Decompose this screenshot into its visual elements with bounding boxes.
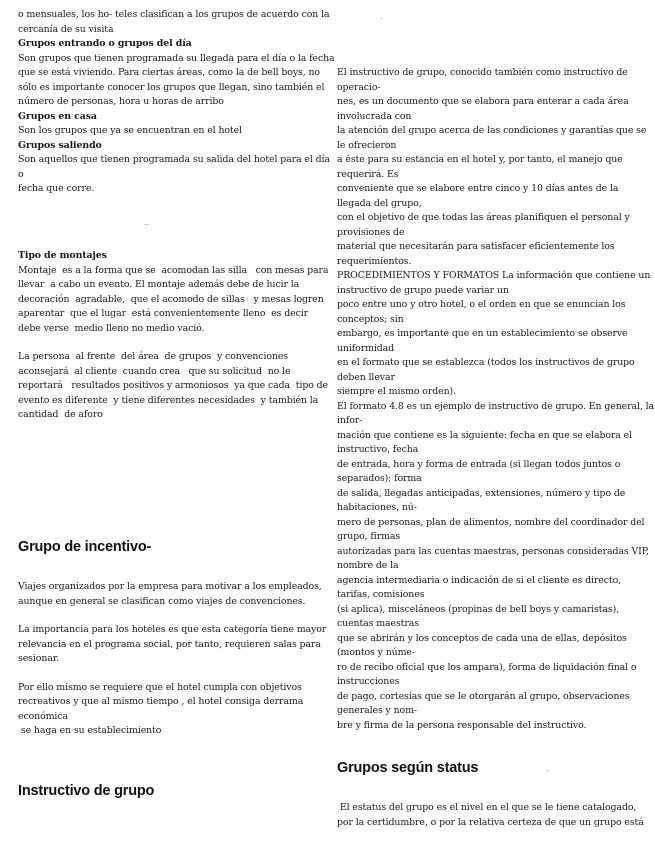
persona-frente-text — [18, 350, 328, 423]
incentivo-paragraph-1 — [18, 580, 323, 609]
text-line: tarifas, comisiones — [337, 589, 425, 600]
text-line: nes, es un documento que se elabora para enterar a cada área — [337, 96, 629, 107]
text-line: en el formato que se establezca (todos los instructivos de grupo — [337, 357, 635, 368]
montajes-section — [18, 249, 329, 423]
text-line: que se abrirán y los conceptos de cada una de ellas, depósitos — [337, 632, 627, 644]
text-line: conceptos; sin — [337, 313, 404, 325]
instructivo-text — [337, 66, 654, 733]
text-line: generales y nom- — [337, 705, 417, 716]
text-line: conveniente que se elabore entre cinco y 10 días antes de la — [337, 183, 619, 194]
text-line: sólo es importante conocer los grupos que llegan, sino también el — [18, 81, 325, 93]
text-line: agencia intermediaria o indicación de si el cliente es directo, — [337, 574, 622, 586]
text-line: cantidad de aforo — [18, 409, 103, 420]
text-line: Viajes organizados por la empresa para motivar a los empleados, — [18, 581, 322, 592]
grupos-entrando-text — [18, 52, 335, 110]
text-line: uniformidad — [337, 342, 395, 354]
text-line: mero de personas, plan de alimentos, nombre del coordinador del — [337, 516, 645, 528]
text-line: número de personas, hora u horas de arribo — [18, 96, 224, 107]
left-column — [18, 8, 335, 197]
text-line: aparentar que el lugar está convenientemente lleno es decir — [18, 308, 308, 319]
text-line: sesionar. — [18, 653, 59, 664]
text-line: económica — [18, 710, 68, 722]
text-line: de pago, cortesías que se le otorgarán al grupo, observaciones — [337, 690, 630, 702]
text-line: operacio- — [337, 81, 381, 93]
text-line: Son aquellos que tienen programada su salida del hotel para el día — [18, 154, 330, 165]
text-line: relevancia en el programa social, por tanto, requieren salas para — [18, 638, 321, 650]
text-line: deben llevar — [337, 371, 395, 383]
grupos-status-heading: Grupos según status — [337, 760, 479, 776]
text-line: llegada del grupo, — [337, 197, 422, 209]
text-line: Son grupos que tienen programada su llegada para el día o la fecha — [18, 52, 335, 64]
incentivo-paragraph-2 — [18, 623, 327, 667]
text-line: aconsejará al cliente cuando crea que su solicitud no le — [18, 365, 291, 377]
text-line: llevar a cabo un evento. El montaje además debe de lucir la — [18, 279, 300, 290]
right-mark-1: . — [380, 12, 383, 21]
text-line: Montaje es a la forma que se acomodan las silla con mesas para — [18, 264, 329, 276]
text-line: la atención del grupo acerca de las condiciones y garantías que se — [337, 125, 647, 136]
grupos-en-casa-text — [18, 124, 323, 139]
text-line: cuentas maestras — [337, 618, 419, 629]
text-line: reportará resultados positivos y armoniosos ya que cada tipo de — [18, 380, 328, 391]
text-line: Son los grupos que ya se encuentran en el hotel — [18, 125, 242, 136]
grupos-en-casa-title: Grupos en casa — [18, 110, 97, 122]
text-line: le ofrecieron — [337, 139, 397, 151]
text-line: habitaciones, nú- — [337, 502, 417, 513]
text-line: requerirá. Es — [337, 168, 399, 180]
text-line: fecha que corre. — [18, 183, 95, 194]
text-line: debe verse medio lleno no medio vació. — [18, 322, 205, 334]
spacer — [18, 667, 323, 681]
text-line: Por ello mismo se requiere que el hotel cumpla con objetivos — [18, 681, 302, 693]
text-line: embargo, es importante que en un establecimiento se observe — [337, 328, 628, 339]
incentivo-section — [18, 580, 327, 739]
grupos-saliendo-text — [18, 153, 330, 197]
text-line: mación que contiene es la siguiente: fecha en que se elabora el — [337, 429, 632, 441]
right-mark-2: . — [546, 764, 549, 773]
text-line: a éste para su estancia en el hotel y, por tanto, el manejo que — [337, 154, 623, 165]
text-line: evento es diferente y tiene diferentes necesidades y también la — [18, 394, 319, 406]
text-line: de entrada, hora y forma de entrada (si llegan todos juntos o — [337, 458, 621, 470]
text-line: El estatus del grupo es el nivel en el que se le tiene catalogado, — [337, 802, 637, 813]
text-line: La importancia para los hoteles es que esta categoría tiene mayor — [18, 624, 327, 635]
text-line: instrucciones — [337, 676, 400, 687]
text-line: PROCEDIMIENTOS Y FORMATOS La información que contiene un — [337, 270, 651, 281]
text-line: involucrada con — [337, 110, 412, 122]
text-line: cercanía de su visita — [18, 23, 114, 35]
tipo-montajes-title: Tipo de montajes — [18, 250, 107, 261]
text-line: se haga en su establecimiento — [18, 725, 162, 736]
text-line: autorizadas para las cuentas maestras, personas consideradas VIP, — [337, 545, 649, 557]
text-line: o — [18, 168, 24, 180]
text-line: bre y firma de la persona responsable del instructivo. — [337, 719, 587, 731]
tipo-montajes-text — [18, 264, 329, 337]
text-line: que se está viviendo. Para ciertas áreas, como la de bell boys, no — [18, 67, 320, 78]
text-line: infor- — [337, 415, 363, 426]
text-line: (si aplica), misceláneos (propinas de bell boys y camaristas), — [337, 603, 620, 615]
text-line: ro de recibo oficial que los ampara), forma de liquidación final o — [337, 661, 637, 673]
text-line: instructivo, fecha — [337, 444, 419, 455]
left-mark: .. — [144, 218, 150, 227]
text-line: instructivo de grupo puede variar un — [337, 284, 509, 296]
text-line: requerimientos. — [337, 255, 412, 267]
text-line: siempre el mismo orden). — [337, 386, 456, 397]
text-line: provisiones de — [337, 226, 405, 238]
text-line: (montos y núme- — [337, 647, 415, 658]
text-line: decoración agradable, que el acomodo de sillas y mesas logren — [18, 293, 324, 305]
text-line: material que necesitarán para satisfacer eficientemente los — [337, 241, 615, 252]
text-line: poco entre uno y otro hotel, o el orden en que se enuncian los — [337, 299, 626, 310]
text-line: de salida, llegadas anticipadas, extensiones, número y tipo de — [337, 487, 626, 499]
grupos-entrando-title: Grupos entrando o grupos del día — [18, 38, 192, 49]
spacer — [18, 336, 323, 350]
intro-text — [18, 8, 330, 37]
text-line: por la certidumbre, o por la relativa certeza de que un grupo está — [337, 816, 644, 828]
spacer — [18, 609, 323, 623]
text-line: grupo, firmas — [337, 531, 401, 542]
instructivo-heading: Instructivo de grupo — [18, 783, 155, 799]
incentivo-paragraph-3 — [18, 681, 323, 739]
text-line: nombre de la — [337, 560, 399, 571]
grupo-incentivo-heading: Grupo de incentivo- — [18, 539, 152, 555]
text-line: con el objetivo de que todas las áreas planifiquen el personal y — [337, 212, 630, 223]
text-line: aunque en general se clasifican como viajes de convenciones. — [18, 595, 306, 607]
status-text — [337, 801, 644, 830]
text-line: separados); forma — [337, 473, 422, 484]
grupos-saliendo-title: Grupos saliendo — [18, 139, 102, 151]
text-line: El instructivo de grupo, conocido también como instructivo de — [337, 67, 628, 78]
text-line: La persona al frente del área de grupos y convenciones — [18, 351, 288, 362]
text-line: recreativos y que al mismo tiempo , el hotel consiga derrama — [18, 696, 304, 707]
text-line: El formato 4.8 es un ejemplo de instructivo de grupo. En general, la — [337, 400, 654, 412]
text-line: o mensuales, los ho- teles clasifican a los grupos de acuerdo con la — [18, 9, 330, 20]
